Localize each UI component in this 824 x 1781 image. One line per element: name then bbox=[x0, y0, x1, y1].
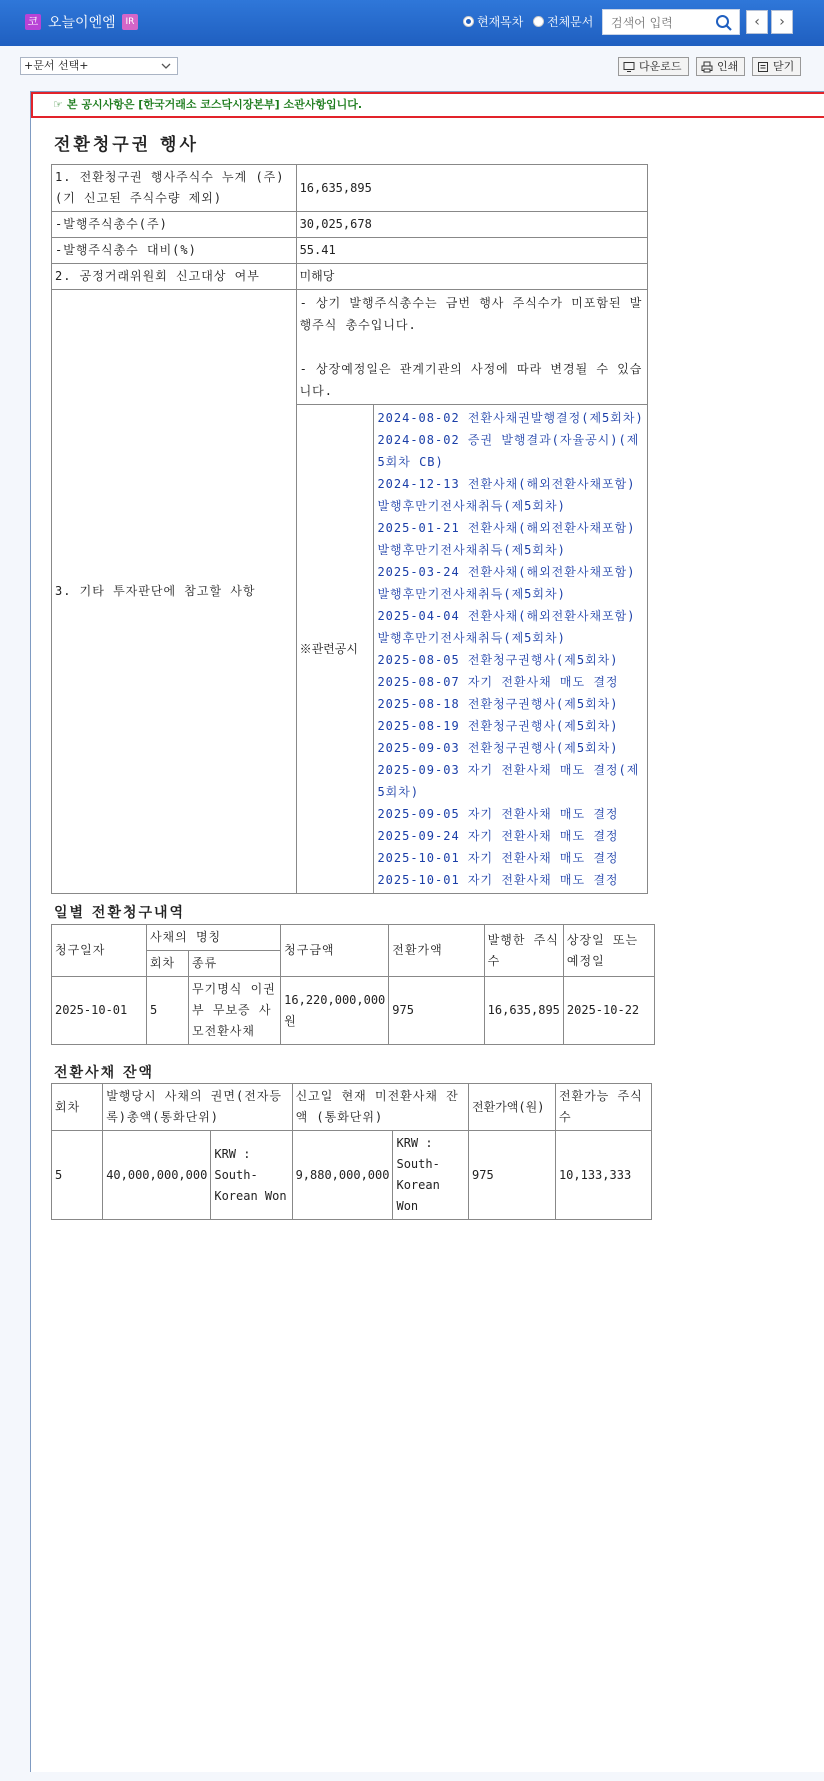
cell-price: 975 bbox=[389, 977, 484, 1045]
page-title: 전환청구권 행사 bbox=[54, 135, 199, 155]
column-header: 종류 bbox=[189, 951, 281, 977]
search-icon[interactable] bbox=[715, 14, 733, 32]
download-button[interactable] bbox=[618, 57, 689, 76]
cell-remaining-amount: 9,880,000,000 bbox=[292, 1131, 393, 1220]
column-header: 상장일 또는 예정일 bbox=[563, 925, 654, 977]
search-input[interactable] bbox=[609, 11, 721, 35]
related-disclosure-link[interactable]: 2025-09-05 자기 전환사채 매도 결정 bbox=[377, 807, 619, 821]
cell-amount: 16,220,000,000원 bbox=[281, 977, 389, 1045]
table-row bbox=[52, 165, 648, 212]
top-bar bbox=[0, 0, 824, 46]
related-disclosure-link[interactable]: 2025-10-01 자기 전환사채 매도 결정 bbox=[377, 851, 619, 865]
related-disclosure-list bbox=[377, 407, 644, 891]
printer-icon bbox=[701, 61, 713, 73]
radio-current-label[interactable]: 현재목차 bbox=[477, 15, 524, 29]
conversion-claim-table bbox=[51, 164, 648, 894]
cell-face-currency: KRW : South-Korean Won bbox=[211, 1131, 292, 1220]
cell-listing: 2025-10-22 bbox=[563, 977, 654, 1045]
related-disclosure-link[interactable]: 2025-08-07 자기 전환사채 매도 결정 bbox=[377, 675, 619, 689]
related-label: ※관련공시 bbox=[296, 405, 374, 894]
note-text: - 상기 발행주식총수는 금번 행사 주식수가 미포함된 발행주식 총수입니다. bbox=[299, 296, 643, 332]
table-row bbox=[52, 290, 648, 405]
cell-kind: 무기명식 이권부 무보증 사모전환사채 bbox=[189, 977, 281, 1045]
table-row bbox=[52, 977, 655, 1045]
table-row bbox=[52, 212, 648, 238]
column-header: 발행당시 사채의 권면(전자등록)총액(통화단위) bbox=[103, 1084, 292, 1131]
close-doc-icon bbox=[757, 61, 769, 73]
cell-face-amount: 40,000,000,000 bbox=[103, 1131, 211, 1220]
column-header: 청구일자 bbox=[52, 925, 147, 977]
row-label: 1. 전환청구권 행사주식수 누계 (주) (기 신고된 주식수량 제외) bbox=[52, 165, 297, 212]
table-row bbox=[52, 264, 648, 290]
radio-unchecked-icon[interactable] bbox=[533, 16, 544, 27]
radio-checked-icon[interactable] bbox=[463, 16, 474, 27]
close-label: 닫기 bbox=[773, 60, 795, 73]
bond-balance-table bbox=[51, 1083, 652, 1220]
row-label: -발행주식총수 대비(%) bbox=[52, 238, 297, 264]
related-disclosure-link[interactable]: 2025-09-24 자기 전환사채 매도 결정 bbox=[377, 829, 619, 843]
document-select[interactable] bbox=[20, 57, 178, 75]
notice-banner bbox=[31, 92, 824, 118]
column-header: 회차 bbox=[146, 951, 188, 977]
row-value: 16,635,895 bbox=[296, 165, 647, 212]
document-select-value: +문서 선택+ bbox=[24, 59, 89, 72]
related-disclosure-link[interactable]: 2025-01-21 전환사채(해외전환사채포함)발행후만기전사채취득(제5회차) bbox=[377, 521, 636, 557]
notice-text: 본 공시사항은 [한국거래소 코스닥시장본부] 소관사항입니다. bbox=[66, 98, 363, 111]
print-button[interactable] bbox=[696, 57, 745, 76]
related-disclosures-cell bbox=[374, 405, 648, 894]
column-header: 전환가액 bbox=[389, 925, 484, 977]
download-label: 다운로드 bbox=[639, 60, 682, 73]
monitor-icon bbox=[623, 61, 635, 73]
chevron-down-icon bbox=[161, 61, 171, 71]
corp-type-icon: 코 bbox=[25, 14, 41, 30]
radio-all-documents[interactable] bbox=[533, 13, 593, 30]
row-label: -발행주식총수(주) bbox=[52, 212, 297, 238]
search-box[interactable] bbox=[602, 9, 740, 35]
daily-section-title: 일별 전환청구내역 bbox=[54, 905, 186, 921]
related-disclosure-link[interactable]: 2025-09-03 자기 전환사채 매도 결정(제5회차) bbox=[377, 763, 640, 799]
notes-cell bbox=[296, 290, 647, 405]
table-header-row bbox=[52, 925, 655, 951]
column-header: 전환가능 주식수 bbox=[555, 1084, 651, 1131]
print-label: 인쇄 bbox=[717, 60, 739, 73]
ir-badge-icon[interactable]: IR bbox=[122, 14, 138, 30]
related-disclosure-link[interactable]: 2025-08-05 전환청구권행사(제5회차) bbox=[377, 653, 619, 667]
related-disclosure-link[interactable]: 2025-04-04 전환사채(해외전환사채포함)발행후만기전사채취득(제5회차) bbox=[377, 609, 636, 645]
related-disclosure-link[interactable]: 2024-08-02 전환사채권발행결정(제5회차) bbox=[377, 411, 644, 425]
column-header: 사채의 명칭 bbox=[146, 925, 280, 951]
row-label: 3. 기타 투자판단에 참고할 사항 bbox=[52, 290, 297, 894]
cell-date: 2025-10-01 bbox=[52, 977, 147, 1045]
related-disclosure-link[interactable]: 2025-10-01 자기 전환사채 매도 결정 bbox=[377, 873, 619, 887]
next-result-button[interactable]: › bbox=[771, 10, 793, 34]
column-header: 청구금액 bbox=[281, 925, 389, 977]
related-disclosure-link[interactable]: 2025-08-19 전환청구권행사(제5회차) bbox=[377, 719, 619, 733]
note-text: - 상장예정일은 관계기관의 사정에 따라 변경될 수 있습니다. bbox=[299, 362, 643, 398]
pointing-hand-icon: ☞ bbox=[53, 98, 63, 111]
prev-result-button[interactable]: ‹ bbox=[746, 10, 768, 34]
column-header: 회차 bbox=[52, 1084, 103, 1131]
row-value: 55.41 bbox=[296, 238, 647, 264]
row-value: 30,025,678 bbox=[296, 212, 647, 238]
related-disclosure-link[interactable]: 2024-12-13 전환사채(해외전환사채포함)발행후만기전사채취득(제5회차) bbox=[377, 477, 636, 513]
table-row bbox=[52, 238, 648, 264]
column-header: 발행한 주식수 bbox=[484, 925, 563, 977]
related-disclosure-link[interactable]: 2025-03-24 전환사채(해외전환사채포함)발행후만기전사채취득(제5회차) bbox=[377, 565, 636, 601]
balance-section-title: 전환사채 잔액 bbox=[54, 1065, 155, 1081]
company-name[interactable]: 오늘이엔엠 bbox=[48, 15, 116, 31]
cell-conversion-price: 975 bbox=[469, 1131, 556, 1220]
row-value: 미해당 bbox=[296, 264, 647, 290]
cell-convertible-shares: 10,133,333 bbox=[555, 1131, 651, 1220]
related-disclosure-link[interactable]: 2025-09-03 전환청구권행사(제5회차) bbox=[377, 741, 619, 755]
daily-claims-table bbox=[51, 924, 655, 1045]
radio-all-label[interactable]: 전체문서 bbox=[547, 15, 594, 29]
cell-round: 5 bbox=[146, 977, 188, 1045]
cell-remaining-currency: KRW : South-Korean Won bbox=[393, 1131, 469, 1220]
column-header: 전환가액(원) bbox=[469, 1084, 556, 1131]
related-disclosure-link[interactable]: 2025-08-18 전환청구권행사(제5회차) bbox=[377, 697, 619, 711]
table-header-row bbox=[52, 1084, 652, 1131]
close-button[interactable] bbox=[752, 57, 801, 76]
column-header: 신고일 현재 미전환사채 잔액 (통화단위) bbox=[292, 1084, 468, 1131]
row-label: 2. 공정거래위원회 신고대상 여부 bbox=[52, 264, 297, 290]
table-row bbox=[52, 1131, 652, 1220]
radio-current-section[interactable] bbox=[463, 13, 523, 30]
cell-shares: 16,635,895 bbox=[484, 977, 563, 1045]
related-disclosure-link[interactable]: 2024-08-02 증권 발행결과(자율공시)(제5회차 CB) bbox=[377, 433, 640, 469]
cell-round: 5 bbox=[52, 1131, 103, 1220]
